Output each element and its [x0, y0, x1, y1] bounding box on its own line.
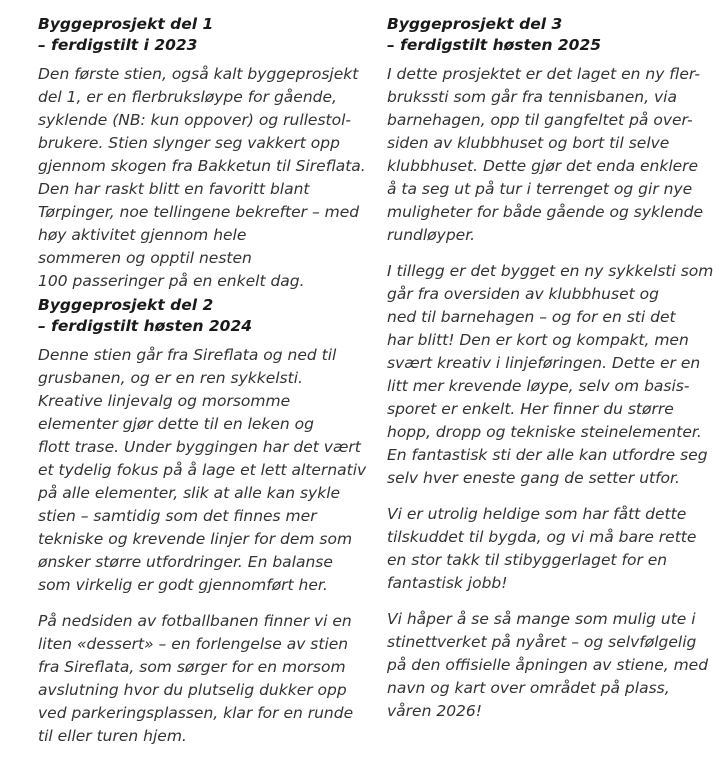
text-line: sporet er enkelt. Her finner du større	[387, 400, 674, 418]
paragraph-del-3-d	[387, 608, 717, 723]
text-line: elementer gjør dette til en leken og	[38, 415, 315, 433]
text-line: som virkelig er godt gjennomført her.	[38, 576, 328, 594]
text-line: grusbanen, og er en ren sykkelsti.	[38, 369, 303, 387]
text-line: litt mer krevende løype, selv om basis-	[387, 377, 690, 395]
text-line: tilskuddet til bygda, og vi må bare rette	[387, 528, 697, 546]
paragraph-del-3-b	[387, 260, 717, 490]
text-line: Denne stien går fra Sireflata og ned til	[38, 346, 337, 364]
text-line: flott trase. Under byggingen har det vært	[38, 438, 361, 456]
text-line: muligheter for både gående og syklende	[387, 203, 704, 221]
heading-line: Byggeprosjekt del 3	[387, 15, 563, 33]
text-line: En fantastisk sti der alle kan utfordre seg	[387, 446, 708, 464]
heading-line: – ferdigstilt høsten 2024	[38, 317, 253, 335]
text-line: høy aktivitet gjennom hele	[38, 226, 247, 244]
section-heading-del-3	[387, 14, 717, 56]
text-line: 100 passeringer på en enkelt dag.	[38, 272, 305, 290]
text-line: til eller turen hjem.	[38, 727, 187, 745]
text-line: Den første stien, også kalt byggeprosjekt	[38, 65, 359, 83]
text-line: ved parkeringsplassen, klar for en runde	[38, 704, 354, 722]
text-line: selv hver eneste gang de setter utfor.	[387, 469, 680, 487]
text-line: ned til barnehagen – og for en sti det	[387, 308, 676, 326]
text-line: Den har raskt blitt en favoritt blant	[38, 180, 310, 198]
right-column	[387, 14, 717, 736]
text-line: avslutning hvor du plutselig dukker opp	[38, 681, 347, 699]
text-line: Tørpinger, noe tellingene bekrefter – med	[38, 203, 360, 221]
text-line: ønsker større utfordringer. En balanse	[38, 553, 333, 571]
text-line: stinettverket på nyåret – og selvfølgelig	[387, 633, 697, 651]
text-line: navn og kart over området på plass,	[387, 679, 670, 697]
section-heading-del-1	[38, 14, 368, 56]
text-line: syklende (NB: kun oppover) og rullestol-	[38, 111, 351, 129]
heading-line: Byggeprosjekt del 2	[38, 296, 214, 314]
text-line: På nedsiden av fotballbanen finner vi en	[38, 612, 352, 630]
text-line: brukssti som går fra tennisbanen, via	[387, 88, 677, 106]
text-line: går fra oversiden av klubbhuset og	[387, 285, 659, 303]
text-line: å ta seg ut på tur i terrenget og gir nye	[387, 180, 693, 198]
text-line: gjennom skogen fra Bakketun til Sireflata.	[38, 157, 366, 175]
text-line: på den offisielle åpningen av stiene, med	[387, 656, 709, 674]
paragraph-del-3-c	[387, 503, 717, 595]
text-line: en stor takk til stibyggerlaget for en	[387, 551, 668, 569]
text-line: rundløyper.	[387, 226, 476, 244]
text-line: klubbhuset. Dette gjør det enda enklere	[387, 157, 699, 175]
left-column	[38, 14, 368, 761]
text-line: stien – samtidig som det finnes mer	[38, 507, 317, 525]
text-line: barnehagen, opp til gangfeltet på over-	[387, 111, 693, 129]
text-line: et tydelig fokus på å lage et lett alternativ	[38, 461, 367, 479]
text-line: liten «dessert» – en forlengelse av stien	[38, 635, 349, 653]
text-line: fantastisk jobb!	[387, 574, 508, 592]
paragraph-del-2-a	[38, 344, 368, 597]
text-line: tekniske og krevende linjer for dem som	[38, 530, 353, 548]
text-line: våren 2026!	[387, 702, 482, 720]
section-heading-del-2	[38, 295, 368, 337]
paragraph-del-2-b	[38, 610, 368, 748]
text-line: del 1, er en flerbruksløype for gående,	[38, 88, 337, 106]
text-line: sommeren og opptil nesten	[38, 249, 252, 267]
text-line: hopp, dropp og tekniske steinelementer.	[387, 423, 702, 441]
text-line: I dette prosjektet er det laget en ny fler-	[387, 65, 700, 83]
text-line: I tillegg er det bygget en ny sykkelsti som	[387, 262, 714, 280]
heading-line: – ferdigstilt i 2023	[38, 36, 198, 54]
heading-line: Byggeprosjekt del 1	[38, 15, 214, 33]
text-line: har blitt! Den er kort og kompakt, men	[387, 331, 689, 349]
text-line: Kreative linjevalg og morsomme	[38, 392, 291, 410]
text-line: svært kreativ i linjeføringen. Dette er en	[387, 354, 701, 372]
text-line: fra Sireflata, som sørger for en morsom	[38, 658, 346, 676]
paragraph-del-3-a	[387, 63, 717, 247]
paragraph-del-1	[38, 63, 368, 293]
text-line: Vi er utrolig heldige som har fått dette	[387, 505, 687, 523]
heading-line: – ferdigstilt høsten 2025	[387, 36, 602, 54]
text-line: på alle elementer, slik at alle kan sykle	[38, 484, 341, 502]
text-line: Vi håper å se så mange som mulig ute i	[387, 610, 696, 628]
text-line: brukere. Stien slynger seg vakkert opp	[38, 134, 340, 152]
text-line: siden av klubbhuset og bort til selve	[387, 134, 670, 152]
